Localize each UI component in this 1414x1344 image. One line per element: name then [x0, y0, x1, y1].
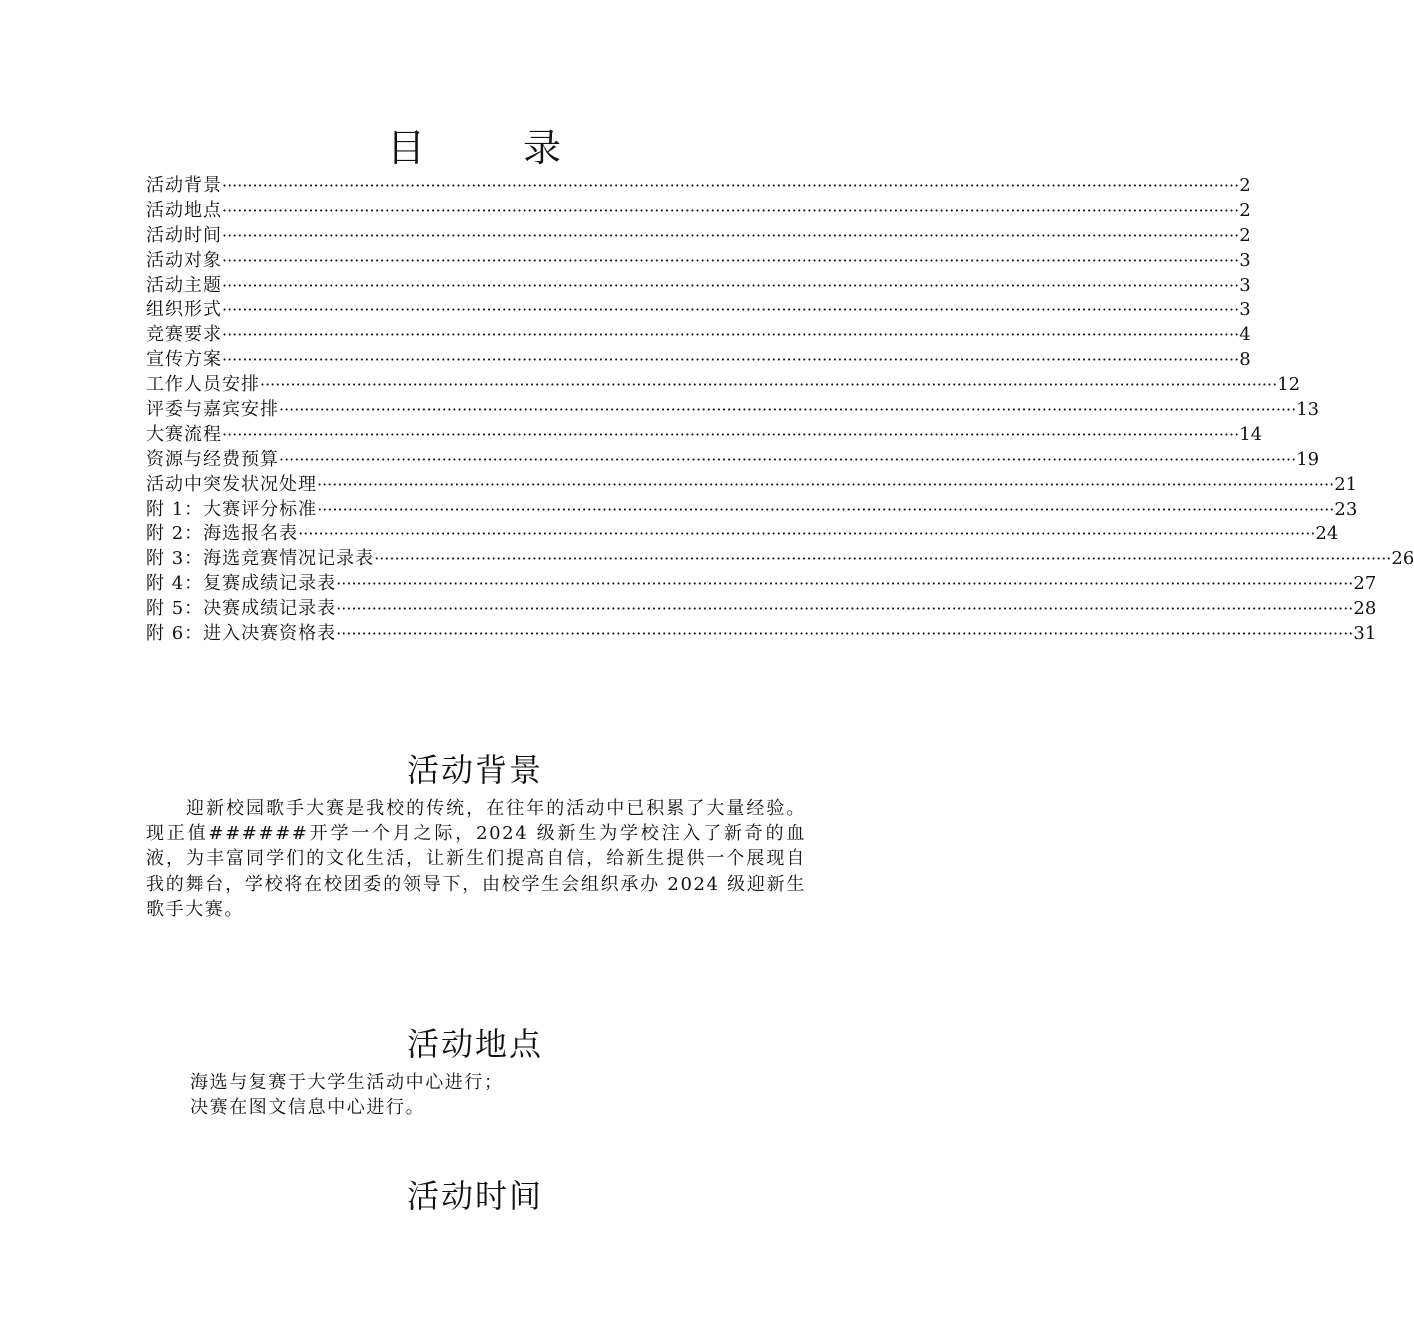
toc-item[interactable] — [146, 298, 1251, 323]
toc-item-label: 附 3：海选竞赛情况记录表 — [146, 548, 375, 570]
toc-leader-dots: ········································································································································································································ — [279, 400, 1297, 420]
toc-item-label: 活动时间 — [146, 224, 222, 246]
toc-item-label: 工作人员安排 — [146, 374, 260, 396]
toc-item-page: 13 — [1296, 399, 1320, 421]
toc-leader-dots: ········································································································································································································ — [222, 325, 1240, 345]
toc-item[interactable] — [146, 622, 1377, 647]
toc-item-label: 附 4：复赛成绩记录表 — [146, 573, 337, 595]
toc-item-page: 21 — [1334, 473, 1358, 495]
section-heading-background: 活动背景 — [406, 751, 543, 789]
toc-item[interactable] — [146, 199, 1251, 224]
toc-item-page: 31 — [1353, 623, 1377, 645]
table-of-contents — [146, 174, 1414, 647]
toc-item[interactable] — [146, 572, 1377, 597]
toc-item-label: 评委与嘉宾安排 — [146, 399, 279, 421]
toc-item-label: 竞赛要求 — [146, 324, 222, 346]
toc-title — [0, 122, 950, 174]
toc-leader-dots: ········································································································································································································ — [222, 424, 1240, 444]
toc-leader-dots: ········································································································································································································ — [317, 499, 1335, 519]
toc-item-page: 14 — [1239, 423, 1263, 445]
toc-item-page: 3 — [1239, 249, 1251, 271]
toc-title-part2: 录 — [523, 126, 564, 170]
toc-leader-dots: ········································································································································································································ — [298, 524, 1316, 544]
toc-item[interactable] — [146, 473, 1358, 498]
toc-item-label: 活动背景 — [146, 175, 222, 196]
toc-item-page: 23 — [1334, 498, 1358, 520]
venue-line: 海选与复赛于大学生活动中心进行； — [190, 1072, 504, 1093]
toc-leader-dots: ········································································································································································································ — [336, 624, 1354, 644]
toc-item-page: 8 — [1239, 349, 1251, 371]
toc-item-label: 活动对象 — [146, 249, 222, 271]
toc-item-label: 附 2：海选报名表 — [146, 523, 299, 545]
toc-item-label: 宣传方案 — [146, 349, 222, 371]
toc-item-page: 24 — [1315, 523, 1339, 545]
toc-item[interactable] — [146, 547, 1414, 572]
toc-item-label: 附 5：决赛成绩记录表 — [146, 598, 337, 620]
toc-item-page: 27 — [1353, 573, 1377, 595]
toc-item[interactable] — [146, 423, 1263, 448]
toc-item-page: 26 — [1391, 548, 1414, 570]
toc-item[interactable] — [146, 448, 1320, 473]
toc-leader-dots: ········································································································································································································ — [222, 250, 1240, 270]
toc-leader-dots: ········································································································································································································ — [260, 375, 1278, 395]
toc-item[interactable] — [146, 373, 1301, 398]
toc-leader-dots: ········································································································································································································ — [374, 549, 1392, 569]
toc-item[interactable] — [146, 597, 1377, 622]
toc-leader-dots: ········································································································································································································ — [279, 449, 1297, 469]
toc-leader-dots: ········································································································································································································ — [222, 275, 1240, 295]
toc-leader-dots: ········································································································································································································ — [222, 200, 1240, 220]
toc-item-label: 组织形式 — [146, 299, 222, 321]
section-heading-venue: 活动地点 — [406, 1025, 543, 1063]
toc-item-label: 资源与经费预算 — [146, 448, 279, 470]
toc-item-page: 2 — [1239, 175, 1251, 196]
toc-item-label: 附 1：大赛评分标准 — [146, 498, 318, 520]
toc-item[interactable] — [146, 174, 1251, 199]
toc-leader-dots: ········································································································································································································ — [336, 599, 1354, 619]
toc-item[interactable] — [146, 348, 1251, 373]
toc-item-label: 活动主题 — [146, 274, 222, 296]
toc-item-page: 3 — [1239, 274, 1251, 296]
section-heading-time: 活动时间 — [406, 1177, 543, 1215]
toc-item[interactable] — [146, 323, 1251, 348]
toc-leader-dots: ········································································································································································································ — [222, 176, 1240, 195]
toc-leader-dots: ········································································································································································································ — [336, 574, 1354, 594]
toc-item[interactable] — [146, 224, 1251, 249]
toc-title-part1: 目 — [386, 126, 427, 170]
toc-item-label: 大赛流程 — [146, 423, 222, 445]
toc-item-label: 活动地点 — [146, 199, 222, 221]
toc-item-page: 4 — [1239, 324, 1251, 346]
toc-leader-dots: ········································································································································································································ — [222, 350, 1240, 370]
venue-lines — [190, 1070, 790, 1120]
toc-item[interactable] — [146, 249, 1251, 274]
toc-item[interactable] — [146, 398, 1320, 423]
toc-item-page: 2 — [1239, 224, 1251, 246]
toc-item-page: 12 — [1277, 374, 1301, 396]
toc-leader-dots: ········································································································································································································ — [222, 300, 1240, 320]
toc-item-page: 28 — [1353, 598, 1377, 620]
toc-item-page: 19 — [1296, 448, 1320, 470]
toc-leader-dots: ········································································································································································································ — [317, 474, 1335, 494]
toc-item[interactable] — [146, 498, 1358, 523]
toc-item-label: 附 6：进入决赛资格表 — [146, 623, 337, 645]
venue-line: 决赛在图文信息中心进行。 — [190, 1097, 426, 1118]
toc-item-page: 3 — [1239, 299, 1251, 321]
toc-leader-dots: ········································································································································································································ — [222, 225, 1240, 245]
background-paragraph: 迎新校园歌手大赛是我校的传统，在往年的活动中已积累了大量经验。现正值######开学一个月之际，2024 级新生为学校注入了新奇的血液，为丰富同学们的文化生活，让新生们提高自信，给新生提供一个展现自我的舞台，学校将在校团委的领导下，由校学生会组织承办 2024 级迎新生歌手大赛。 — [146, 798, 806, 920]
toc-item[interactable] — [146, 274, 1251, 299]
toc-item-label: 活动中突发状况处理 — [146, 473, 317, 495]
toc-item[interactable] — [146, 522, 1339, 547]
toc-item-page: 2 — [1239, 199, 1251, 221]
